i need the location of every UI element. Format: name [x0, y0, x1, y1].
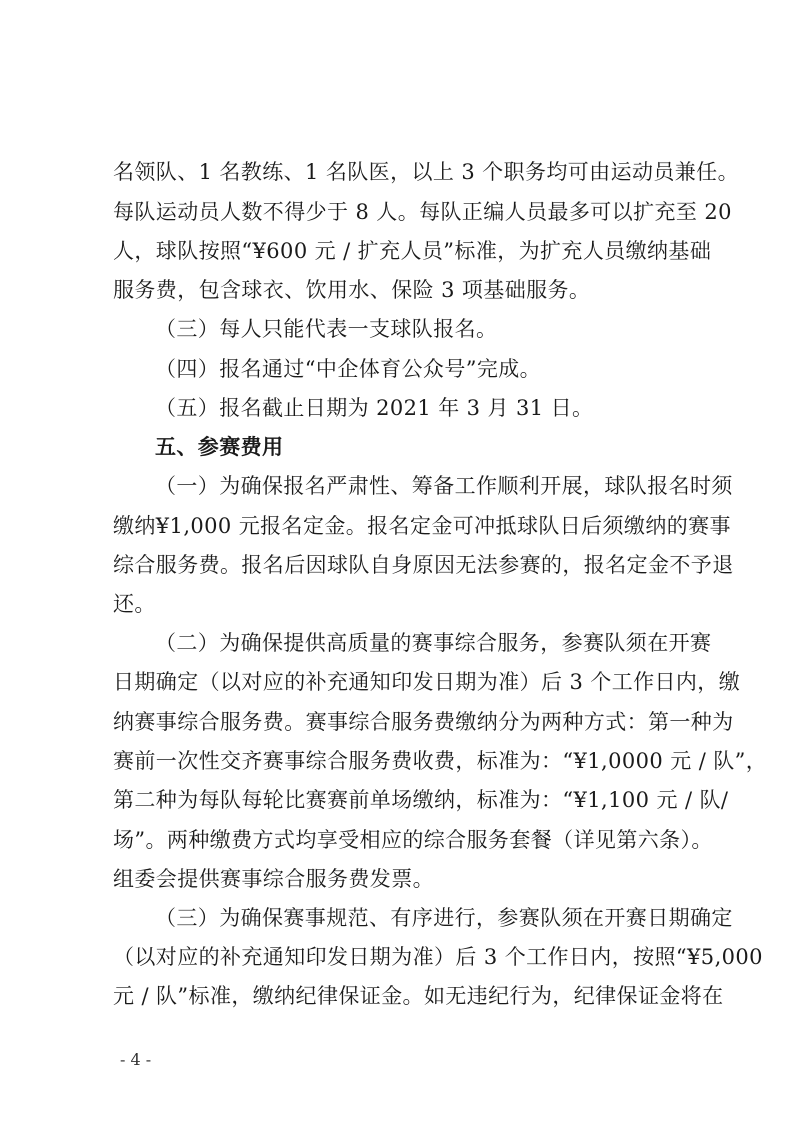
paragraph-line: 第二种为每队每轮比赛赛前单场缴纳，标准为：“¥1,100 元 / 队/	[113, 788, 729, 812]
paragraph-line: 人，球队按照“¥600 元 / 扩充人员”标准，为扩充人员缴纳基础	[113, 239, 712, 263]
paragraph-line: （三）为确保赛事规范、有序进行，参赛队须在开赛日期确定	[155, 906, 733, 930]
paragraph-line: 场”。两种缴费方式均享受相应的综合服务套餐（详见第六条）。	[113, 828, 713, 852]
paragraph-line: 名领队、1 名教练、1 名队医，以上 3 个职务均可由运动员兼任。	[113, 160, 739, 184]
paragraph-line: 纳赛事综合服务费。赛事综合服务费缴纳分为两种方式：第一种为	[113, 710, 734, 734]
paragraph-line: 缴纳¥1,000 元报名定金。报名定金可冲抵球队日后须缴纳的赛事	[113, 514, 731, 538]
paragraph-line: 还。	[113, 592, 156, 616]
paragraph-line: 元 / 队”标准，缴纳纪律保证金。如无违纪行为，纪律保证金将在	[113, 984, 724, 1008]
paragraph-line: 每队运动员人数不得少于 8 人。每队正编人员最多可以扩充至 20	[113, 200, 732, 224]
paragraph-line: （以对应的补充通知印发日期为准）后 3 个工作日内，按照“¥5,000	[113, 945, 763, 969]
paragraph-line: 赛前一次性交齐赛事综合服务费收费，标准为：“¥1,0000 元 / 队”，	[113, 749, 768, 773]
list-item-4: （四）报名通过“中企体育公众号”完成。	[155, 357, 542, 381]
paragraph-line: 综合服务费。报名后因球队自身原因无法参赛的，报名定金不予退	[113, 553, 734, 577]
list-item-5: （五）报名截止日期为 2021 年 3 月 31 日。	[155, 396, 594, 420]
paragraph-line: （一）为确保报名严肃性、筹备工作顺利开展，球队报名时须	[155, 474, 733, 498]
page-number-text: - 4 -	[120, 1050, 152, 1069]
paragraph-line: 服务费，包含球衣、饮用水、保险 3 项基础服务。	[113, 278, 591, 302]
list-item-3: （三）每人只能代表一支球队报名。	[155, 317, 498, 341]
paragraph-line: 组委会提供赛事综合服务费发票。	[113, 867, 434, 891]
section-heading: 五、参赛费用	[155, 435, 284, 459]
paragraph-line: 日期确定（以对应的补充通知印发日期为准）后 3 个工作日内，缴	[113, 670, 741, 694]
paragraph-line: （二）为确保提供高质量的赛事综合服务，参赛队须在开赛	[155, 631, 712, 655]
